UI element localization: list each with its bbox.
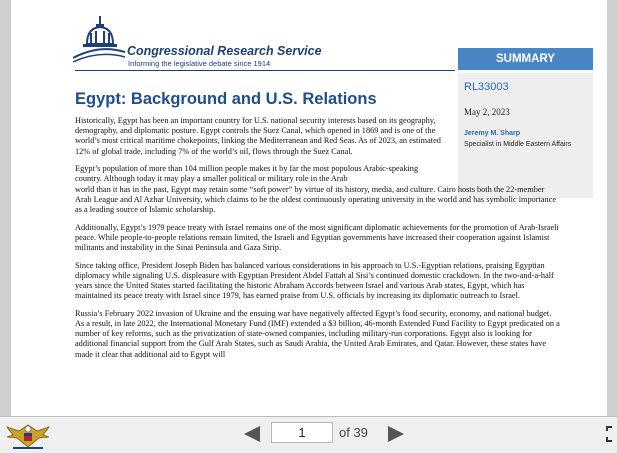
page-number-input[interactable] [271,422,333,443]
header-rule [75,70,455,71]
author-name[interactable]: Jeremy M. Sharp [464,130,521,137]
triangle-right-icon [388,426,404,442]
report-title: Egypt: Background and U.S. Relations [75,90,377,108]
body-paragraph: Russia’s February 2022 invasion of Ukraine and the ensuing war have negatively affected Egypt’s food security, economy, and national budget. As a result, in late 2022, the International Monetary Fund (IMF) extended a $3 billion, 46-month Extended Fund Facility to Egypt predicated on a number of key reforms, such as the privatization of state-owned companies, including military-run corporations. Egypt also is looking for additional financial support from the Gulf Arab States, such as Saudi Arabia, the United Arab Emirates, and Qatar. However, these states have made it clear that additional aid to Egypt will [75,308,560,359]
prev-page-button[interactable] [242,424,262,444]
org-name: Congressional Research Service [127,44,322,58]
crs-logo [73,14,433,74]
body-paragraph-rest: world than it has in the past, Egypt may retain some “soft power” by virtue of its history, media, and culture. Cairo hosts both the 22-member Arab League and Al Azhar University, which claims to be the oldest continuously operating university in the world and has symbolic importance as a leading source of Islamic scholarship. [75,184,557,215]
report-date: May 2, 2023 [464,107,510,117]
body-paragraph: Since taking office, President Joseph Biden has balanced various considerations in his approach to U.S.-Egyptian relations, praising Egyptian diplomacy while signaling U.S. displeasure with Egyptian President Abdel Fattah al Sisi’s continued domestic crackdown. In the two-and-a-half years since the United States started facilitating the historic Abraham Accords between Israel and various Arab states, Egypt, which has maintained its peace treaty with Israel since 1979, has earned praise from U.S. officials by increasing its diplomatic outreach to Israel. [75,260,554,301]
report-body [75,116,561,367]
viewer-toolbar [0,416,617,453]
eagle-seal-icon [5,421,51,450]
capitol-dome-icon [73,14,125,62]
org-tagline: Informing the legislative debate since 1914 [128,59,271,68]
document-page [11,0,607,416]
body-paragraph [75,164,561,215]
page-count: of 39 [339,425,368,440]
summary-label: SUMMARY [458,48,593,70]
triangle-left-icon [244,426,260,442]
body-paragraph: Historically, Egypt has been an important country for U.S. national security interests based on its geography, demography, and diplomatic posture. Egypt controls the Suez Canal, which opened in 1869 and is one of the world’s most critical maritime chokepoints, linking the Mediterranean and Red Seas. As of 2023, an estimated 12% of global trade, including 7% of the world’s oil, flows through the Suez Canal. [75,116,441,156]
report-id: RL33003 [464,81,509,93]
next-page-button[interactable] [386,424,406,444]
body-paragraph: Additionally, Egypt’s 1979 peace treaty with Israel remains one of the most significant diplomatic achievements for the promotion of Arab-Israeli peace. While people-to-people relations remain limited, the Israeli and Egyptian governments have increased their cooperation against Islamist militants and instability in the Sinai Peninsula and Gaza Strip. [75,222,559,253]
author-role: Specialist in Middle Eastern Affairs [464,141,572,148]
fullscreen-icon[interactable] [606,426,617,442]
body-paragraph-lead: Egypt’s population of more than 104 million people makes it by far the most populous Arabic-speaking country. Although today it may play a smaller political or military role in the Arab [75,164,419,184]
